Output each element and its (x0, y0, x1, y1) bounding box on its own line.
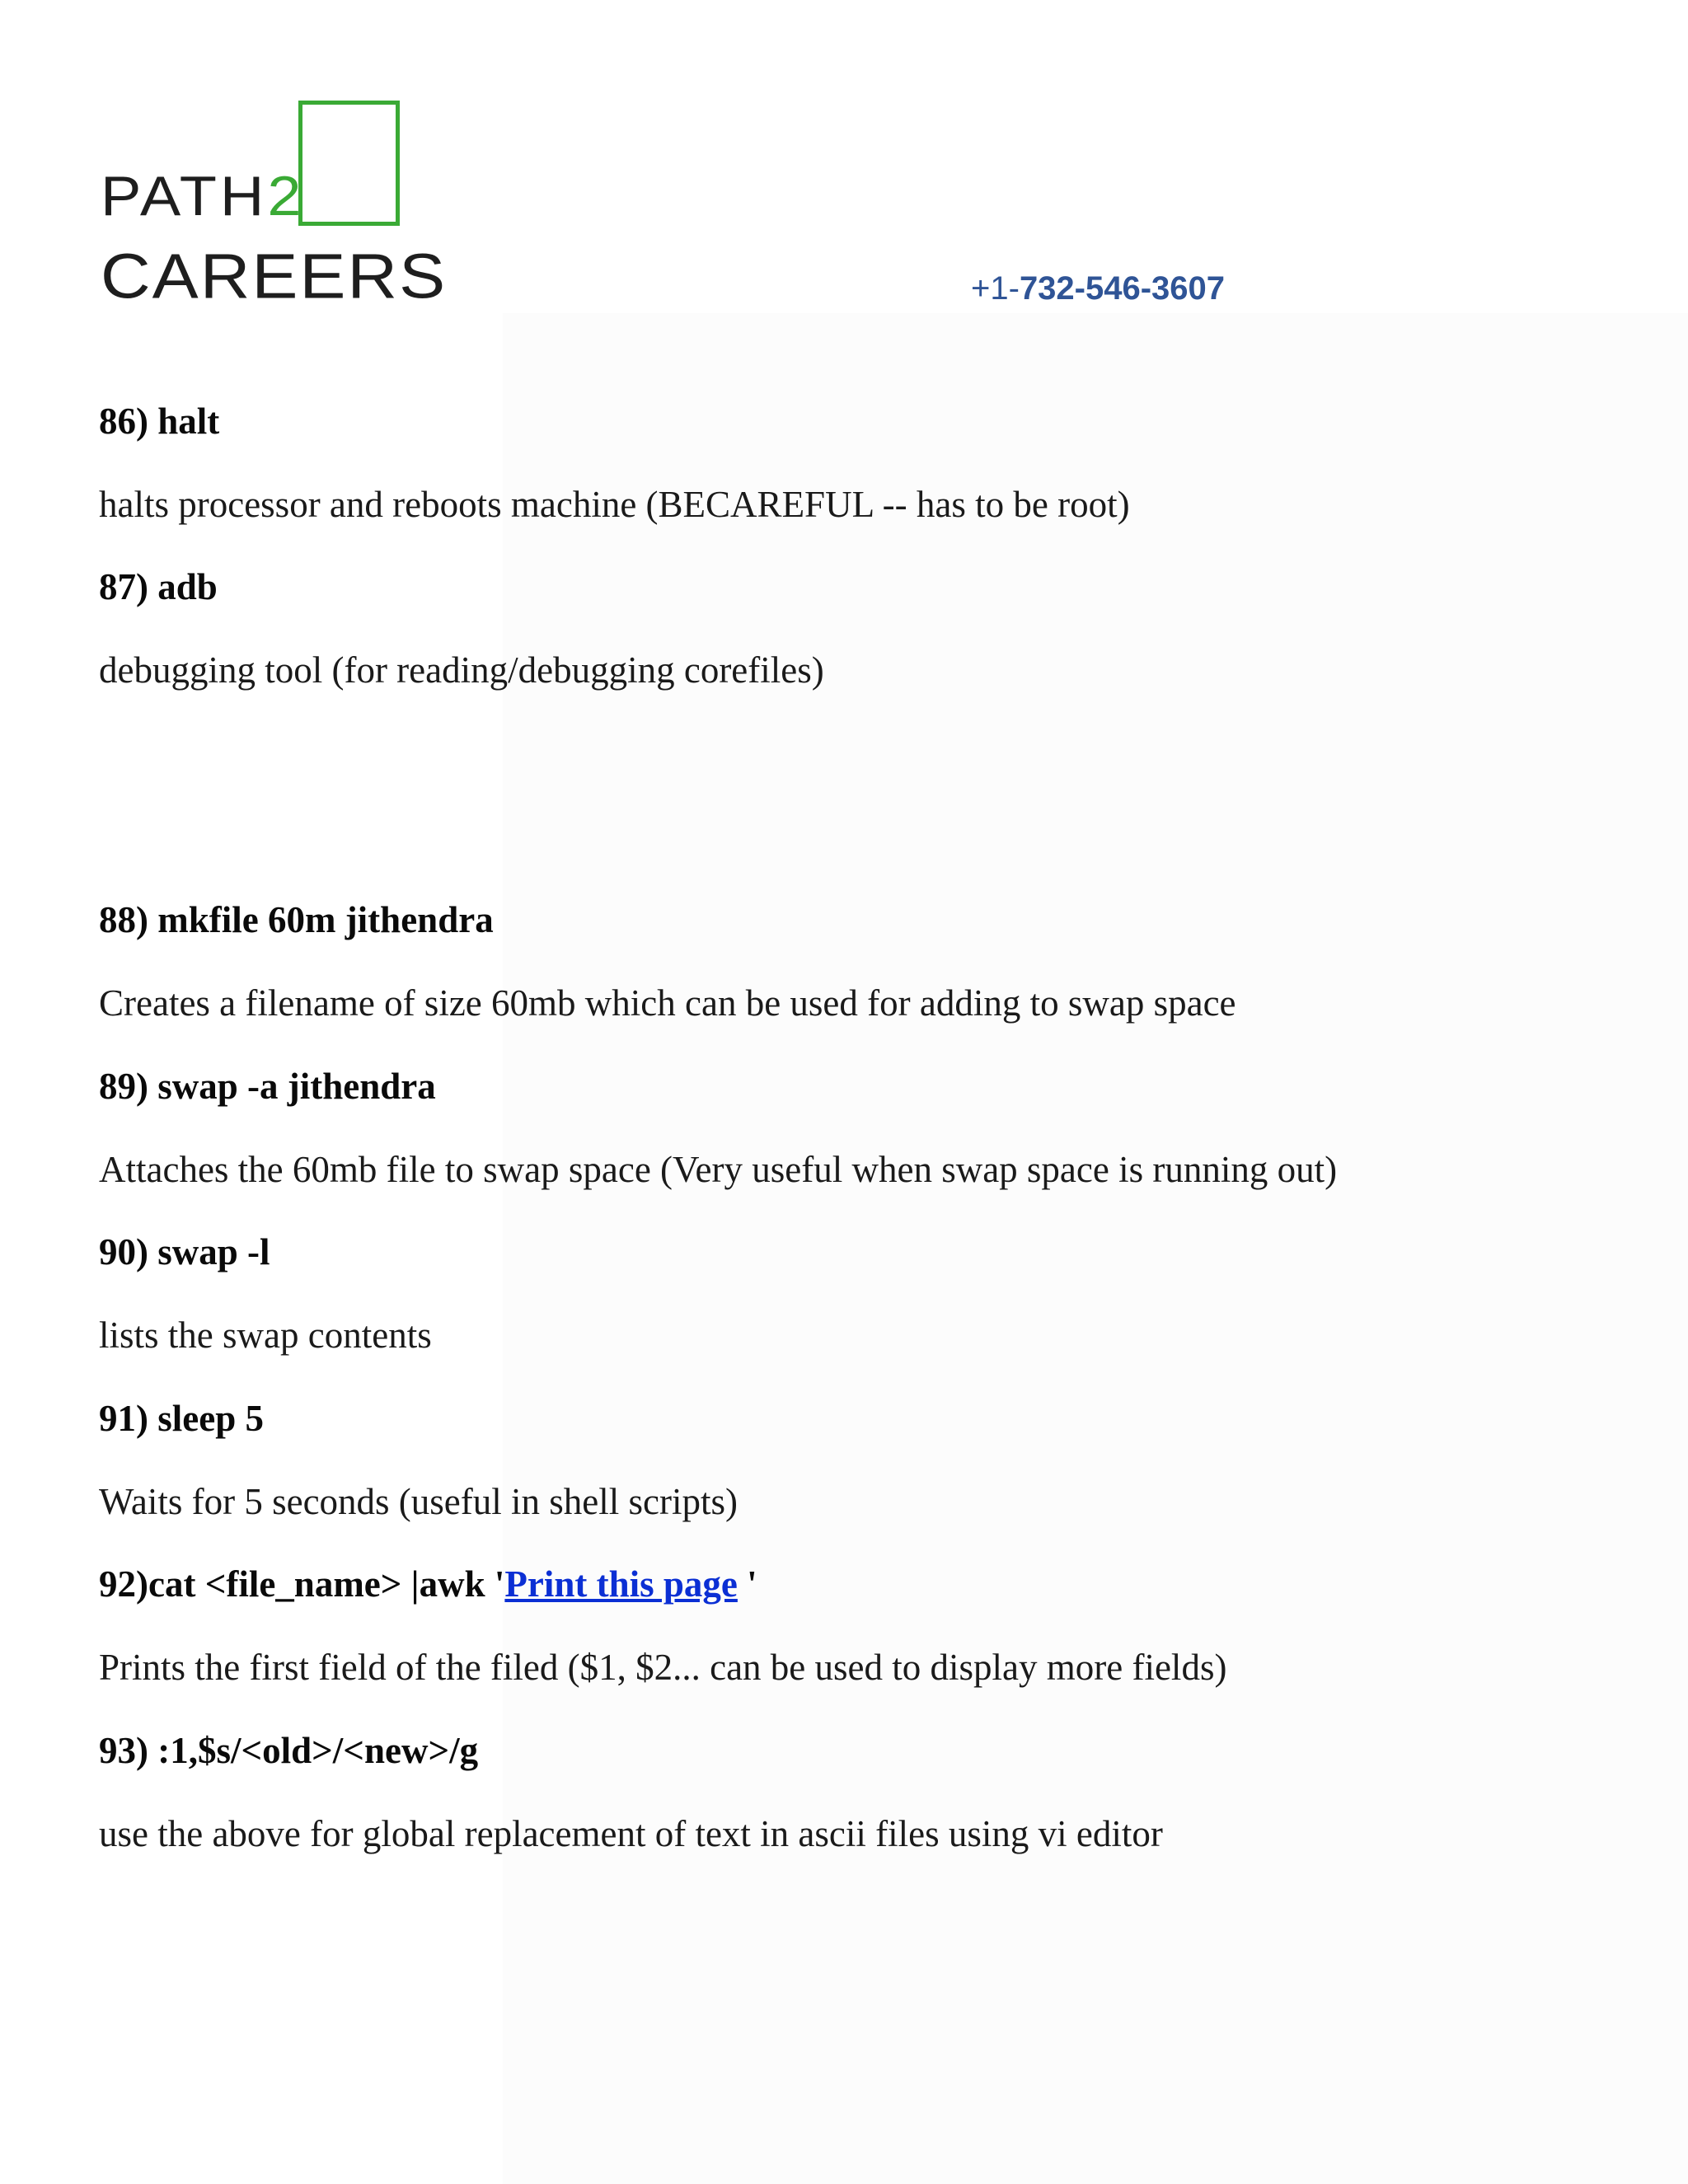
path2careers-logo (101, 97, 463, 312)
command-description: halts processor and reboots machine (BECAREFUL -- has to be root) (99, 484, 1130, 525)
command-heading (99, 1563, 757, 1605)
logo-wordmark-two: 2 (267, 164, 305, 227)
command-heading: 88) mkfile 60m jithendra (99, 899, 494, 940)
command-heading: 89) swap -a jithendra (99, 1066, 436, 1107)
command-suffix: ' (737, 1563, 757, 1605)
phone-number (971, 272, 1225, 305)
command-description: Waits for 5 seconds (useful in shell scripts) (99, 1481, 738, 1522)
command-prefix: 92)cat <file_name> |awk ' (99, 1563, 505, 1605)
print-this-page-link[interactable]: Print this page (504, 1563, 738, 1605)
command-description: Prints the first field of the filed ($1, $2... can be used to display more fields) (99, 1647, 1227, 1688)
command-description: lists the swap contents (99, 1315, 432, 1356)
page-background (503, 313, 1688, 2184)
command-heading: 90) swap -l (99, 1231, 270, 1272)
command-description: use the above for global replacement of text in ascii files using vi editor (99, 1813, 1163, 1854)
logo-green-frame (298, 101, 400, 226)
command-description: Creates a filename of size 60mb which can be used for adding to swap space (99, 982, 1236, 1024)
command-heading: 91) sleep 5 (99, 1398, 264, 1439)
phone-prefix: +1- (971, 270, 1020, 307)
command-heading: 87) adb (99, 566, 218, 607)
logo-wordmark-path: PATH2 (101, 164, 305, 227)
command-description: Attaches the 60mb file to swap space (Very useful when swap space is running out) (99, 1149, 1338, 1190)
command-description: debugging tool (for reading/debugging corefiles) (99, 649, 824, 691)
logo-wordmark-careers: CAREERS (101, 240, 448, 312)
command-heading: 86) halt (99, 401, 220, 442)
command-heading: 93) :1,$s/<old>/<new>/g (99, 1730, 479, 1771)
phone-digits: 732-546-3607 (1019, 270, 1226, 307)
